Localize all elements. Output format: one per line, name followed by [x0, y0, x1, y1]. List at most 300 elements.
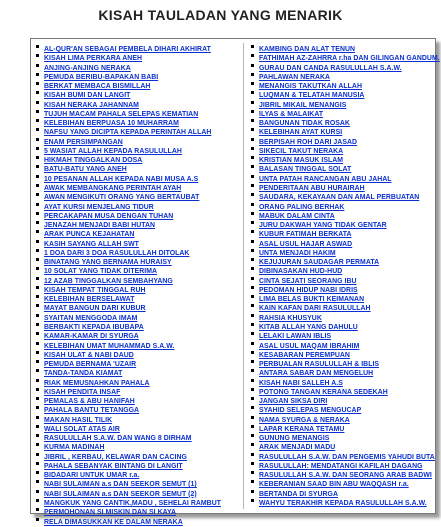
story-link[interactable]: NAMA SYURGA & NERAKA	[259, 416, 350, 424]
story-link[interactable]: JURU DAKWAH YANG TIDAK GENTAR	[259, 222, 387, 230]
story-link[interactable]: POTONG TANGAN KERANA SEDEKAH	[259, 388, 388, 396]
story-list-item[interactable]	[36, 125, 234, 137]
story-list-item[interactable]	[251, 200, 433, 209]
story-list-item[interactable]	[36, 440, 234, 452]
story-list-item[interactable]	[36, 459, 234, 468]
bullet-icon	[36, 73, 39, 76]
story-list-item[interactable]	[36, 107, 234, 116]
story-link[interactable]: BINATANG YANG BERNAMA HURAISY	[44, 259, 172, 267]
bullet-icon	[36, 416, 39, 419]
bullet-icon	[251, 351, 254, 354]
story-list-item[interactable]	[251, 61, 433, 70]
story-link[interactable]: KISAH BUMI DAN LANGIT	[44, 92, 131, 100]
bullet-icon	[251, 267, 254, 270]
story-list-item[interactable]	[36, 116, 234, 128]
story-link[interactable]: LUQMAN & TELATAH MANUSIA	[259, 92, 365, 100]
story-list-item[interactable]	[251, 385, 433, 394]
story-list-item[interactable]	[251, 376, 433, 385]
bullet-icon	[36, 453, 39, 456]
story-link[interactable]: PAHALA SEBANYAK BINTANG DI LANGIT	[44, 462, 183, 470]
story-link[interactable]: BERKAT MEMBACA BISMILLAH	[44, 83, 151, 91]
story-link[interactable]: UNTA PATAH RANCANGAN ABU JAHAL	[259, 175, 392, 183]
bullet-icon	[36, 462, 39, 465]
story-list-item[interactable]	[36, 51, 234, 63]
bullet-icon	[251, 342, 254, 345]
story-list-item[interactable]	[251, 116, 433, 128]
story-list-item[interactable]	[36, 496, 234, 508]
story-list-item[interactable]	[251, 153, 433, 165]
story-link[interactable]: FATHIMAH AZ-ZAHRRA r.ha DAN GILINGAN GANDUM.	[259, 55, 440, 63]
bullet-icon	[36, 267, 39, 270]
story-list-item[interactable]	[36, 320, 234, 329]
story-list-item[interactable]	[36, 385, 234, 394]
bullet-icon	[36, 323, 39, 326]
story-link[interactable]: WALI SOLAT ATAS AIR	[44, 425, 120, 433]
story-list-item[interactable]	[36, 403, 234, 415]
bullet-icon	[251, 221, 254, 224]
bullet-icon	[251, 499, 254, 502]
story-list-item[interactable]	[36, 505, 234, 517]
story-link[interactable]: PAHLAWAN NERAKA	[259, 73, 331, 81]
story-link[interactable]: ANTARA SABAR DAN MENGELUH	[259, 370, 374, 378]
story-link[interactable]: BERTANDA DI SYURGA	[259, 490, 338, 498]
bullet-icon	[251, 184, 254, 187]
story-list-item[interactable]	[251, 70, 433, 79]
story-link[interactable]: PEMALAS & ABU HANIFAH	[44, 398, 135, 406]
bullet-icon	[251, 73, 254, 76]
bullet-icon	[251, 175, 254, 178]
story-list-item[interactable]	[251, 88, 433, 100]
bullet-icon	[251, 295, 254, 298]
story-list-item[interactable]	[36, 515, 234, 524]
story-link[interactable]: PEMUDA BERNAMA 'UZAIR	[44, 361, 137, 369]
story-list-item[interactable]	[251, 459, 433, 468]
story-link[interactable]: LIMA BELAS BUKTI KEIMANAN	[259, 296, 365, 304]
story-list-item[interactable]	[251, 135, 433, 144]
story-link[interactable]: SYAITAN MENGGODA IMAM	[44, 314, 138, 322]
story-list-item[interactable]	[36, 135, 234, 144]
bullet-icon	[36, 332, 39, 335]
story-link[interactable]: KITAB ALLAH YANG DAHULU	[259, 323, 358, 331]
bullet-icon	[251, 193, 254, 196]
column-divider	[243, 43, 244, 509]
story-list-item[interactable]	[36, 264, 234, 276]
story-link[interactable]: RELA DIMASUKKAN KE DALAM NERAKA	[44, 518, 183, 526]
story-list-item[interactable]	[36, 209, 234, 218]
story-link[interactable]: GUNUNG MENANGIS	[259, 435, 330, 443]
bullet-icon	[251, 397, 254, 400]
bullet-icon	[36, 342, 39, 345]
bullet-icon	[251, 212, 254, 215]
story-link[interactable]: KISAH NABI SALLEH A.S	[259, 379, 343, 387]
bullet-icon	[251, 332, 254, 335]
story-list-item[interactable]	[251, 413, 433, 422]
story-link[interactable]: MABUK DALAM CINTA	[259, 212, 335, 220]
story-list-panel	[30, 38, 440, 526]
story-list-item[interactable]	[36, 329, 234, 341]
bullet-icon	[36, 360, 39, 363]
story-list-item[interactable]	[36, 274, 234, 283]
story-link[interactable]: BATU-BATU YANG ANEH	[44, 166, 127, 174]
story-list-item[interactable]	[251, 329, 433, 341]
story-list-left	[36, 42, 234, 524]
story-link[interactable]: KURMA MADINAH	[44, 444, 105, 452]
story-link[interactable]: PEMUDA BERIBU-BAPAKAN BABI	[44, 73, 159, 81]
story-list-item[interactable]	[36, 450, 234, 459]
bullet-icon	[36, 508, 39, 511]
story-link[interactable]: AWAN MENGIKUTI ORANG YANG BERTAUBAT	[44, 194, 200, 202]
story-link[interactable]: KISAH TEMPAT TINGGAL RUH	[44, 286, 146, 294]
story-link[interactable]: AL-QUR'AN SEBAGAI PEMBELA DIHARI AKHIRAT	[44, 46, 211, 53]
bullet-icon	[251, 91, 254, 94]
story-link[interactable]: ASAL USUL MAQAM IBRAHIM	[259, 342, 360, 350]
story-link[interactable]: GURAU DAN CANDA RASULULLAH S.A.W.	[259, 64, 402, 72]
bullet-icon	[36, 45, 39, 48]
story-list-item[interactable]	[36, 144, 234, 153]
story-link[interactable]: BANGUNAN TIDAK ROSAK	[259, 120, 350, 128]
bullet-icon	[251, 156, 254, 159]
bullet-icon	[251, 230, 254, 233]
story-link[interactable]: AYAT KURSI MENJELANG TIDUR	[44, 203, 154, 211]
story-list-item[interactable]	[251, 283, 433, 292]
story-link[interactable]: CINTA SEJATI SEORANG IBU	[259, 277, 357, 285]
bullet-icon	[251, 138, 254, 141]
story-link[interactable]: PAHALA BANTU TETANGGA	[44, 407, 140, 415]
bullet-icon	[36, 490, 39, 493]
story-list-item[interactable]	[36, 292, 234, 304]
story-link[interactable]: LAPAR KERANA TETAMU	[259, 425, 345, 433]
story-list-item[interactable]	[251, 190, 433, 202]
story-link[interactable]: JIBRIL MIKAIL MENANGIS	[259, 101, 347, 109]
story-link[interactable]: KELEBIHAN AYAT KURSI	[259, 129, 343, 137]
story-list-item[interactable]	[36, 422, 234, 431]
story-list-item[interactable]	[251, 292, 433, 304]
story-link[interactable]: NAFSU YANG DICIPTA KEPADA PERINTAH ALLAH	[44, 129, 212, 137]
bullet-icon	[251, 453, 254, 456]
story-list-item[interactable]	[251, 320, 433, 329]
bullet-icon	[251, 425, 254, 428]
story-link[interactable]: ARAK MENJADI MADU	[259, 444, 336, 452]
story-list-item[interactable]	[251, 246, 433, 255]
story-link[interactable]: TANDA-TANDA KIAMAT	[44, 370, 123, 378]
story-list-item[interactable]	[36, 413, 234, 422]
bullet-icon	[251, 304, 254, 307]
story-list-item[interactable]	[36, 200, 234, 209]
story-link[interactable]: JANGAN SIKSA DIRI	[259, 398, 328, 406]
bullet-icon	[251, 249, 254, 252]
bullet-icon	[251, 119, 254, 122]
bullet-icon	[36, 175, 39, 178]
story-list-item[interactable]	[251, 107, 433, 116]
right-column	[251, 42, 440, 512]
story-link[interactable]: KELEBIHAN BERPUASA 10 MUHARRAM	[44, 120, 179, 128]
story-list-item[interactable]	[251, 162, 433, 174]
story-list-item[interactable]	[36, 477, 234, 489]
story-list-item[interactable]	[251, 468, 433, 480]
story-link[interactable]: KASIH SAYANG ALLAH SWT	[44, 240, 139, 248]
story-list-item[interactable]	[36, 88, 234, 100]
story-list-item[interactable]	[251, 51, 440, 63]
bullet-icon	[36, 518, 39, 521]
story-list-item[interactable]	[36, 468, 234, 480]
story-link[interactable]: PERMOHONAN SI MISKIN DAN SI KAYA	[44, 509, 177, 517]
story-list-item[interactable]	[36, 487, 234, 496]
bullet-icon	[36, 434, 39, 437]
story-list-item[interactable]	[251, 125, 433, 137]
bullet-icon	[36, 277, 39, 280]
left-column	[36, 42, 234, 526]
story-link[interactable]: 12 AZAB TINGGALKAN SEMBAHYANG	[44, 277, 173, 285]
story-list-item[interactable]	[251, 450, 433, 459]
story-link[interactable]: 10 SOLAT YANG TIDAK DITERIMA	[44, 268, 158, 276]
bullet-icon	[251, 240, 254, 243]
story-link[interactable]: ORANG PALING BERHAK	[259, 203, 345, 211]
story-list-item[interactable]	[36, 348, 234, 357]
bullet-icon	[36, 443, 39, 446]
story-link[interactable]: KELEBIHAN BERSELAWAT	[44, 296, 135, 304]
story-list-item[interactable]	[36, 218, 234, 230]
bullet-icon	[36, 147, 39, 150]
story-list-item[interactable]	[251, 98, 433, 107]
story-list-item[interactable]	[36, 237, 234, 246]
bullet-icon	[36, 304, 39, 307]
story-list-item[interactable]	[36, 190, 234, 202]
bullet-icon	[36, 110, 39, 113]
story-list-item[interactable]	[251, 255, 433, 267]
story-list-item[interactable]	[251, 357, 433, 369]
story-link[interactable]: DIBINASAKAN HUD-HUD	[259, 268, 343, 276]
story-list-item[interactable]	[36, 301, 234, 313]
story-list-item[interactable]	[36, 311, 234, 320]
story-list-item[interactable]	[251, 477, 433, 489]
story-link[interactable]: KAMBING DAN ALAT TENUN	[259, 46, 356, 53]
story-list-item[interactable]	[36, 153, 234, 165]
story-list-item[interactable]	[36, 339, 234, 348]
bullet-icon	[36, 101, 39, 104]
bullet-icon	[251, 101, 254, 104]
story-link[interactable]: ANJING-ANJING NERAKA	[44, 64, 131, 72]
story-list-item[interactable]	[251, 237, 433, 246]
story-list-item[interactable]	[251, 264, 433, 276]
story-link[interactable]: LELAKI LAWAN IBLIS	[259, 333, 332, 341]
story-link[interactable]: HIKMAH TINGGALKAN DOSA	[44, 157, 143, 165]
bullet-icon	[36, 193, 39, 196]
story-list-item[interactable]	[251, 209, 433, 218]
story-list-item[interactable]	[251, 496, 433, 508]
story-list-item[interactable]	[251, 172, 433, 181]
bullet-icon	[36, 471, 39, 474]
bullet-icon	[251, 54, 254, 57]
bullet-icon	[36, 286, 39, 289]
story-link[interactable]: RAHSIA KHUSYUK	[259, 314, 322, 322]
story-list-item[interactable]	[36, 255, 234, 267]
story-link[interactable]: JIBRIL , KERBAU, KELAWAR DAN CACING	[44, 453, 187, 461]
story-link[interactable]: ASAL USUL HAJAR ASWAD	[259, 240, 353, 248]
story-link[interactable]: KEBERANIAN SAAD BIN ABU WAQQASH r.a.	[259, 481, 409, 489]
bullet-icon	[36, 128, 39, 131]
story-list-item[interactable]	[36, 70, 234, 79]
bullet-icon	[251, 416, 254, 419]
story-link[interactable]: PERCAKAPAN MUSA DENGAN TUHAN	[44, 212, 174, 220]
story-list-item[interactable]	[36, 61, 234, 70]
bullet-icon	[251, 147, 254, 150]
story-list-item[interactable]	[251, 301, 433, 313]
story-list-item[interactable]	[36, 431, 234, 443]
story-link[interactable]: KISAH NERAKA JAHANNAM	[44, 101, 139, 109]
bullet-icon	[36, 203, 39, 206]
story-list-item[interactable]	[251, 394, 433, 406]
story-link[interactable]: BALASAN TINGGAL SOLAT	[259, 166, 352, 174]
story-link[interactable]: KRISTIAN MASUK ISLAM	[259, 157, 344, 165]
bullet-icon	[251, 490, 254, 493]
story-link[interactable]: MENANGIS TAKUTKAN ALLAH	[259, 83, 362, 91]
bullet-icon	[251, 379, 254, 382]
story-list-item[interactable]	[36, 98, 234, 107]
story-link[interactable]: BERBAKTI KEPADA IBUBAPA	[44, 323, 144, 331]
story-link[interactable]: BIDADARI UNTUK UMAR r.a.	[44, 472, 140, 480]
bullet-icon	[36, 249, 39, 252]
bullet-icon	[36, 295, 39, 298]
story-list-item[interactable]	[251, 403, 433, 415]
story-link[interactable]: SYAHID SELEPAS MENGUCAP	[259, 407, 362, 415]
bullet-icon	[36, 54, 39, 57]
story-link[interactable]: ILYAS & MALAIKAT	[259, 110, 324, 118]
story-link[interactable]: MAKAN HASIL TILIK	[44, 416, 113, 424]
bullet-icon	[36, 480, 39, 483]
bullet-icon	[251, 203, 254, 206]
story-link[interactable]: MAYAT BANGUN DARI KUBUR	[44, 305, 146, 313]
story-link[interactable]: SAUDARA, KEKAYAAN DAN AMAL PERBUATAN	[259, 194, 420, 202]
bullet-icon	[36, 165, 39, 168]
bullet-icon	[36, 82, 39, 85]
bullet-icon	[36, 314, 39, 317]
bullet-icon	[36, 230, 39, 233]
story-link[interactable]: PEDOMAN HIDUP NABI IDRIS	[259, 286, 358, 294]
story-link[interactable]: RASULULLAH S.A.W. DAN WANG 8 DIRHAM	[44, 435, 192, 443]
story-link[interactable]: 5 WASIAT ALLAH KEPADA RASULULLAH	[44, 147, 182, 155]
story-list-item[interactable]	[251, 181, 433, 190]
story-link[interactable]: AWAK MEMBANGKANG PERINTAH AYAH	[44, 184, 182, 192]
bullet-icon	[251, 360, 254, 363]
story-list-item[interactable]	[36, 394, 234, 406]
story-list-item[interactable]	[251, 366, 433, 378]
story-link[interactable]: KISAH LIMA PERKARA ANEH	[44, 55, 143, 63]
story-link[interactable]: RASULULLAH: MENDATANGI KAFILAH DAGANG	[259, 462, 423, 470]
story-list-item[interactable]	[36, 181, 234, 190]
bullet-icon	[36, 91, 39, 94]
bullet-icon	[251, 110, 254, 113]
bullet-icon	[251, 323, 254, 326]
story-list-item[interactable]	[36, 357, 234, 369]
story-link[interactable]: SIKECIL TAKUT NERAKA	[259, 147, 344, 155]
story-link[interactable]: RASULULLAH S.A.W. DAN PENGEMIS YAHUDI BUTA	[259, 453, 435, 461]
story-list-item[interactable]	[36, 172, 234, 181]
story-list-item[interactable]	[36, 162, 234, 174]
bullet-icon	[251, 406, 254, 409]
bullet-icon	[251, 388, 254, 391]
story-list-item[interactable]	[251, 422, 433, 431]
story-link[interactable]: TUJUH MACAM PAHALA SELEPAS KEMATIAN	[44, 110, 199, 118]
story-link[interactable]: ENAM PERSIMPANGAN	[44, 138, 123, 146]
story-link[interactable]: 10 PESANAN ALLAH KEPADA NABI MUSA A.S	[44, 175, 199, 183]
bullet-icon	[251, 165, 254, 168]
story-link[interactable]: UNTA MENJADI HAKIM	[259, 249, 336, 257]
story-list-item[interactable]	[36, 246, 234, 255]
story-list-item[interactable]	[251, 348, 433, 357]
bullet-icon	[36, 388, 39, 391]
story-list-item[interactable]	[251, 431, 433, 443]
story-list-item[interactable]	[251, 487, 433, 496]
story-link[interactable]: BERPISAH ROH DARI JASAD	[259, 138, 358, 146]
story-list-item[interactable]	[36, 79, 234, 91]
bullet-icon	[36, 64, 39, 67]
story-list-item[interactable]	[36, 227, 234, 239]
bullet-icon	[251, 462, 254, 465]
story-list-item[interactable]	[36, 376, 234, 385]
bullet-icon	[251, 443, 254, 446]
bullet-icon	[36, 499, 39, 502]
story-list-item[interactable]	[36, 283, 234, 292]
page-title: KISAH TAULADAN YANG MENARIK	[98, 7, 343, 23]
bullet-icon	[251, 314, 254, 317]
story-list-item[interactable]	[251, 339, 433, 348]
story-link[interactable]: KELEBIHAN UMAT MUHAMMAD S.A.W.	[44, 342, 175, 350]
story-list-item[interactable]	[251, 440, 433, 452]
story-link[interactable]: PERBUALAN RASULULLAH & IBLIS	[259, 361, 380, 369]
story-list-item[interactable]	[251, 42, 433, 51]
bullet-icon	[251, 128, 254, 131]
story-list-item[interactable]	[251, 218, 433, 230]
story-list-item[interactable]	[251, 311, 433, 320]
bullet-icon	[36, 379, 39, 382]
story-link[interactable]: MANGKUK YANG CANTIK,MADU , SEHELAI RAMBUT	[44, 500, 221, 508]
bullet-icon	[36, 425, 39, 428]
bullet-icon	[251, 369, 254, 372]
bullet-icon	[36, 369, 39, 372]
story-link[interactable]: 1 DOA DARI 3 DOA RASULULLAH DITOLAK	[44, 249, 190, 257]
story-list-item[interactable]	[36, 42, 234, 51]
story-link[interactable]: KEJUJURAN SAUDAGAR PERMATA	[259, 259, 380, 267]
bullet-icon	[251, 286, 254, 289]
bullet-icon	[251, 258, 254, 261]
story-link[interactable]: WAHYU TERAKHIR KEPADA RASULULLAH S.A.W.	[259, 500, 427, 508]
story-link[interactable]: NABI SULAIMAN a.s DAN SEEKOR SEMUT (1)	[44, 481, 197, 489]
story-link[interactable]: KAIN KAFAN DARI RASULULLAH	[259, 305, 371, 313]
story-list-item[interactable]	[36, 366, 234, 378]
story-link[interactable]: RASULULLAH S.A.W. DAN SEORANG ARAB BADWI	[259, 472, 432, 480]
bullet-icon	[251, 471, 254, 474]
story-link[interactable]: KISAH ULAT & NABI DAUD	[44, 351, 134, 359]
story-link[interactable]: KAMAR-KAMAR DI SYURGA	[44, 333, 139, 341]
story-link[interactable]: JENAZAH MENJADI BABI HUTAN	[44, 222, 156, 230]
story-link[interactable]: NABI SULAIMAN a.s DAN SEEKOR SEMUT (2)	[44, 490, 197, 498]
story-link[interactable]: KUBUR FATIMAH BERKATA	[259, 231, 352, 239]
story-link[interactable]: PENDERITAAN ABU HURAIRAH	[259, 184, 365, 192]
bullet-icon	[36, 212, 39, 215]
bullet-icon	[251, 82, 254, 85]
story-link[interactable]: KESABARAN PEREMPUAN	[259, 351, 350, 359]
story-list-item[interactable]	[251, 79, 433, 91]
story-list-item[interactable]	[251, 144, 433, 153]
story-link[interactable]: RIAK MEMUSNAHKAN PAHALA	[44, 379, 150, 387]
story-list-item[interactable]	[251, 227, 433, 239]
story-link[interactable]: ARAK PUNCA KEJAHATAN	[44, 231, 135, 239]
bullet-icon	[251, 434, 254, 437]
story-list-item[interactable]	[251, 274, 433, 283]
bullet-icon	[251, 277, 254, 280]
story-link[interactable]: KISAH PENDITA INSAF	[44, 388, 121, 396]
bullet-icon	[36, 406, 39, 409]
